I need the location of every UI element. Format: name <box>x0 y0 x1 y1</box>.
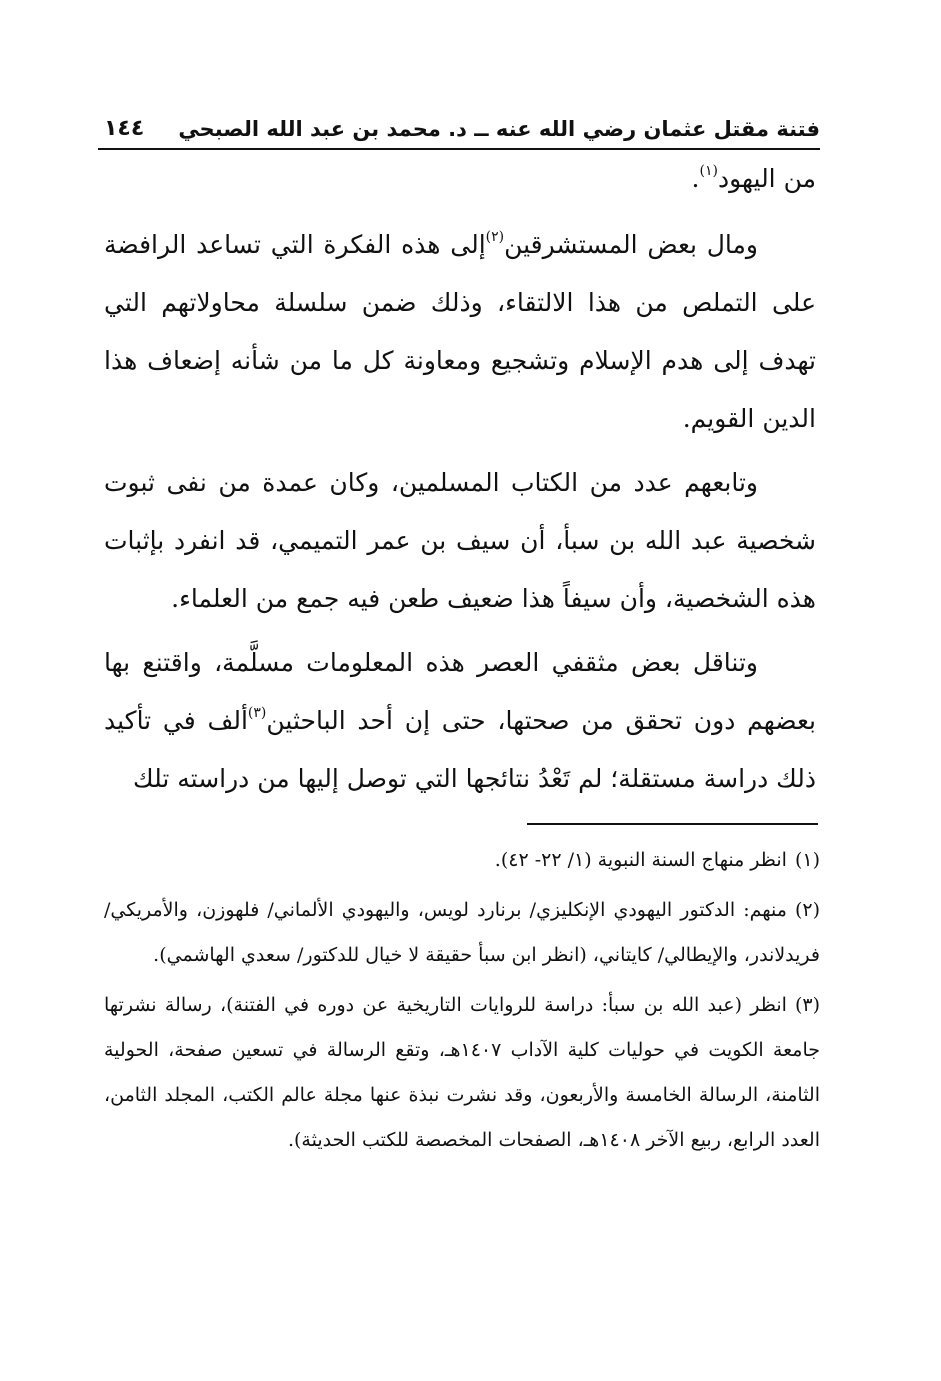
footnote-number: (٣) <box>794 994 820 1016</box>
footnote-ref: (٣) <box>247 705 267 721</box>
page-number: ١٤٤ <box>104 116 145 141</box>
footnote-ref: (١) <box>699 163 718 179</box>
footnote-text: انظر (عبد الله بن سبأ: دراسة للروايات التاريخية عن دوره في الفتنة)، رسالة نشرتها جامعة الكويت في حوليات كلية الآداب ١٤٠٧هـ، وتقع الرسالة في تسعين صفحة، الحولية الثامنة، الرسالة الخامسة والأربعون، وقد نشرت نبذة عنها مجلة عالم الكتب، المجلد الثامن، العدد الرابع، ربيع الآخر ١٤٠٨هـ، الصفحات المخصصة للكتب الحديثة). <box>104 994 820 1151</box>
running-header <box>98 112 820 150</box>
paragraph-text: من اليهود <box>717 164 816 193</box>
paragraph-text: ومال بعض المستشرقين <box>504 230 758 259</box>
footnote-text: منهم: الدكتور اليهودي الإنكليزي/ برنارد لويس، واليهودي الألماني/ فلهوزن، والأمريكي/ فريدلاندر، والإيطالي/ كايتاني، (انظر ابن سبأ حقيقة لا خيال للدكتور/ سعدي الهاشمي). <box>104 899 820 966</box>
paragraph-text: إلى هذه الفكرة التي تساعد الرافضة على التملص من هذا الالتقاء، وذلك ضمن سلسلة محاولاتهم التي تهدف إلى هدم الإسلام وتشجيع ومعاونة كل ما من شأنه إضعاف هذا الدين القويم. <box>104 230 816 433</box>
footnote-separator <box>527 823 818 825</box>
paragraph-end: . <box>691 164 700 193</box>
main-text <box>104 150 816 814</box>
footnote-3 <box>104 983 820 1163</box>
footnote-number: (٢) <box>794 899 820 921</box>
footnotes <box>104 838 820 1168</box>
footnote-1 <box>104 838 820 883</box>
paragraph-continuation <box>104 150 816 208</box>
paragraph-muslim-writers <box>104 454 816 628</box>
header-title: فتنة مقتل عثمان رضي الله عنه ــ د. محمد بن عبد الله الصبحي <box>178 117 820 141</box>
paragraph-text: وتناقل بعض مثقفي العصر هذه المعلومات مسلَّمة، واقتنع بها بعضهم دون تحقق من صحتها، حتى إن أحد الباحثين <box>104 648 816 735</box>
footnote-ref: (٢) <box>485 229 505 245</box>
paragraph-intellectuals <box>104 634 816 808</box>
paragraph-orientalists <box>104 216 816 448</box>
footnote-text: انظر منهاج السنة النبوية (١/ ٢٢- ٤٢). <box>494 849 787 871</box>
footnote-number: (١) <box>794 849 820 871</box>
footnote-2 <box>104 888 820 978</box>
paragraph-text: وتابعهم عدد من الكتاب المسلمين، وكان عمدة من نفى ثبوت شخصية عبد الله بن سبأ، أن سيف بن عمر التميمي، قد انفرد بإثبات هذه الشخصية، وأن سيفاً هذا ضعيف طعن فيه جمع من العلماء. <box>104 468 816 613</box>
paragraph-text: ألف في تأكيد ذلك دراسة مستقلة؛ لم تَعْدُ نتائجها التي توصل إليها من دراسته تلك <box>104 706 816 793</box>
